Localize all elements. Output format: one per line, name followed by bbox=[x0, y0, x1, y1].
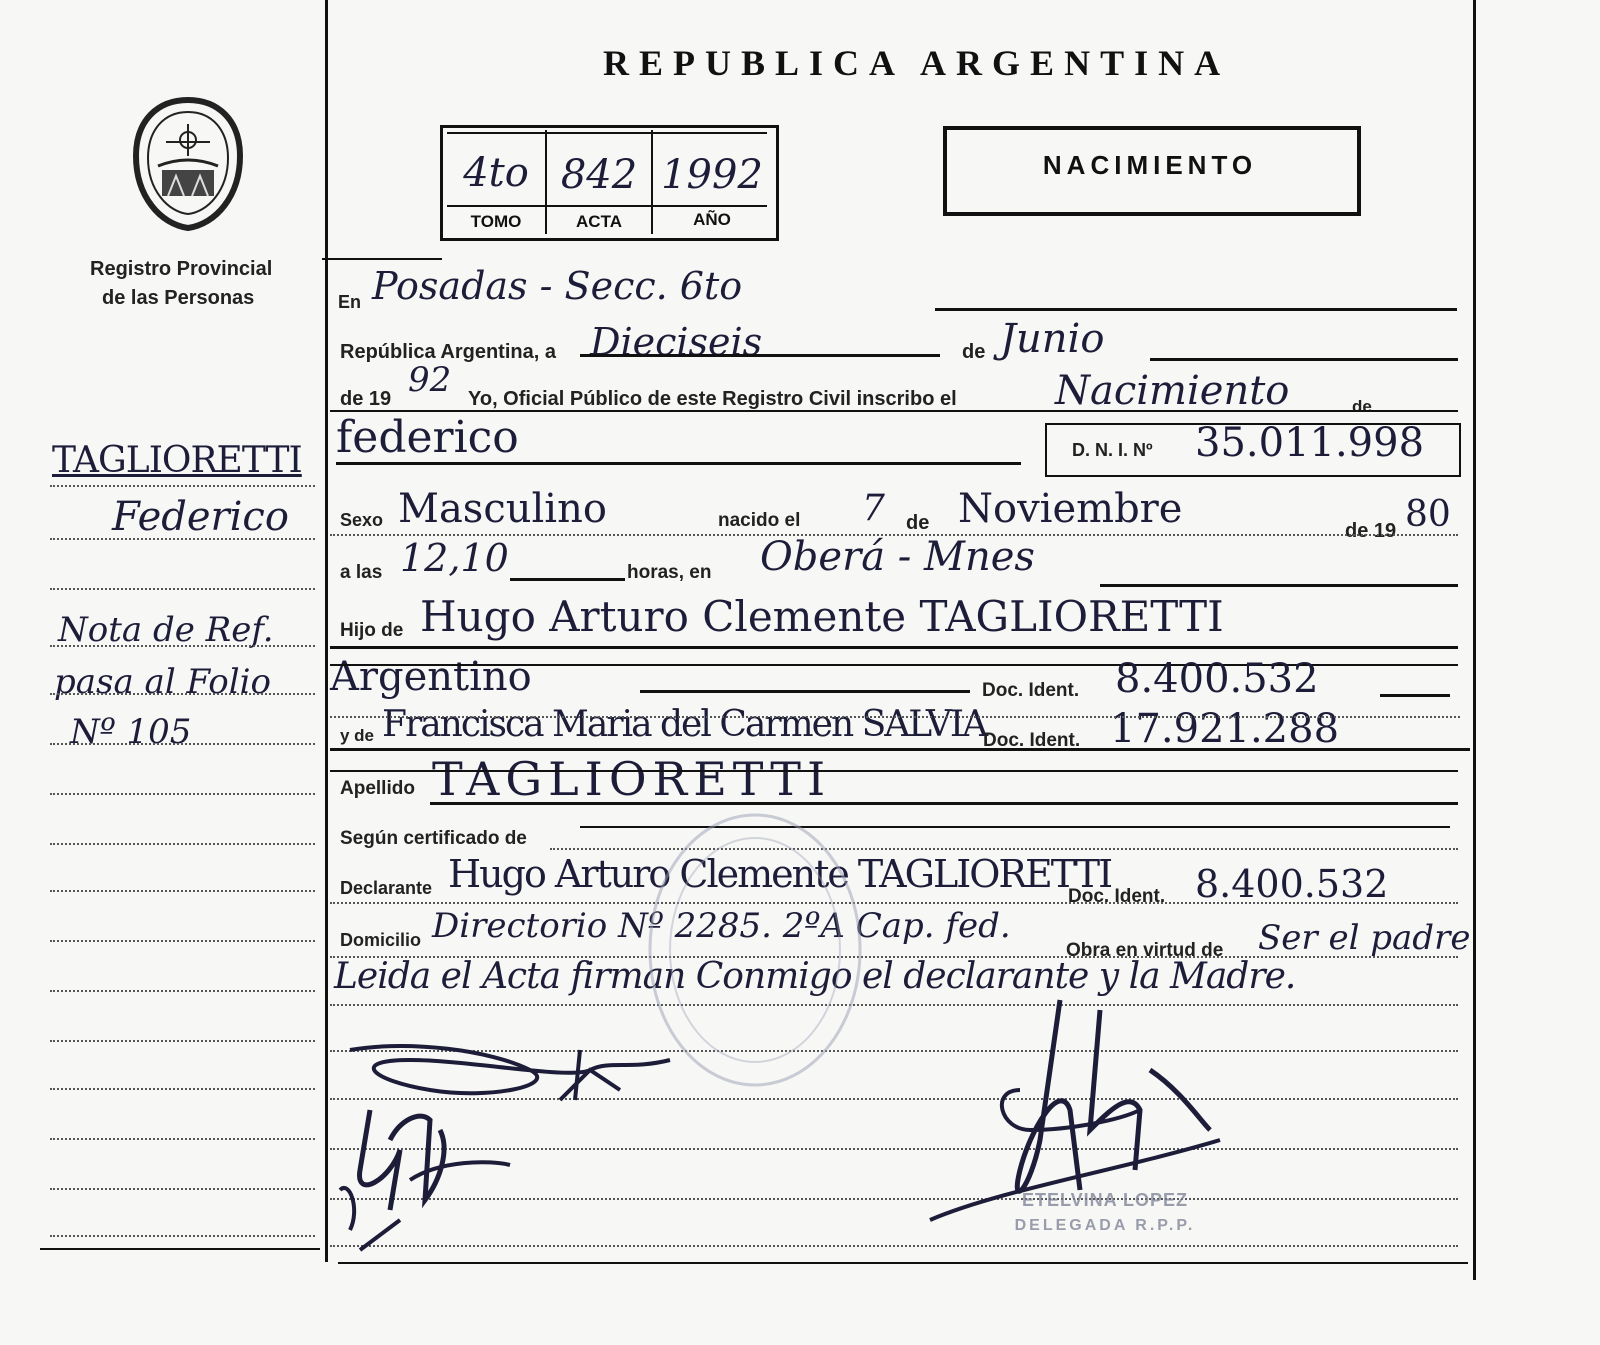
acta-label: ACTA bbox=[576, 212, 622, 231]
margin-line bbox=[50, 693, 315, 695]
field-line bbox=[330, 646, 1458, 649]
field-line bbox=[430, 802, 1458, 805]
label-dni: D. N. I. Nº bbox=[1072, 440, 1153, 460]
field-line bbox=[640, 690, 970, 693]
label-oficial: Yo, Oficial Público de este Registro Civil inscribo el bbox=[468, 388, 957, 410]
label-segun: Según certificado de bbox=[340, 828, 527, 849]
label-en: En bbox=[338, 292, 362, 312]
label-republica: República Argentina, a bbox=[340, 341, 556, 363]
field-line bbox=[330, 1004, 1458, 1006]
label-doc-declarant: Doc. Ident. bbox=[1068, 886, 1166, 907]
registry-name-line1: Registro Provincial bbox=[90, 258, 273, 280]
label-alas: a las bbox=[340, 562, 383, 583]
label-horas: horas, en bbox=[627, 562, 712, 583]
acta-value: 842 bbox=[560, 152, 638, 198]
margin-line bbox=[50, 1235, 315, 1237]
margin-line bbox=[50, 890, 315, 892]
delegate-stamp bbox=[985, 1190, 1225, 1235]
field-line bbox=[330, 748, 1470, 751]
value-father: Hugo Arturo Clemente TAGLIORETTI bbox=[420, 592, 1224, 641]
field-line bbox=[1150, 358, 1458, 361]
field-line bbox=[935, 308, 1457, 311]
field-line bbox=[510, 578, 625, 581]
label-hijo: Hijo de bbox=[340, 620, 404, 641]
left-bottom-rule bbox=[40, 1248, 320, 1250]
value-month: Junio bbox=[1000, 316, 1105, 362]
value-closing-statement: Leida el Acta firman Conmigo el declarante y la Madre. bbox=[334, 956, 1296, 997]
official-signature bbox=[330, 1090, 560, 1260]
label-doc-father: Doc. Ident. bbox=[982, 680, 1080, 701]
value-address: Directorio Nº 2285. 2ºA Cap. fed. bbox=[432, 906, 1011, 946]
value-birth-year: 80 bbox=[1405, 494, 1451, 535]
value-mother: Francisca Maria del Carmen SALVIA bbox=[382, 704, 987, 745]
main-bottom-rule bbox=[338, 1262, 1468, 1264]
record-box-caption-rule bbox=[447, 205, 767, 207]
registry-name-line2: de las Personas bbox=[102, 287, 255, 309]
value-day: Dieciseis bbox=[590, 320, 763, 364]
margin-line bbox=[50, 843, 315, 845]
tomo-label: TOMO bbox=[470, 212, 522, 231]
stamp-line-2: DELEGADA R.P.P. bbox=[1014, 1217, 1196, 1234]
label-de-month-birth: de bbox=[906, 512, 930, 534]
margin-line bbox=[50, 588, 315, 590]
label-nacido: nacido el bbox=[718, 510, 801, 531]
country-title: REPUBLICA ARGENTINA bbox=[603, 43, 1231, 83]
field-line bbox=[580, 354, 940, 357]
field-line bbox=[322, 258, 442, 260]
field-line bbox=[330, 902, 1458, 904]
value-sex: Masculino bbox=[398, 486, 607, 532]
margin-note-line2: pasa al Folio bbox=[54, 662, 271, 702]
label-doc-mother: Doc. Ident. bbox=[983, 730, 1081, 751]
record-box-inner-top bbox=[447, 132, 767, 134]
field-line bbox=[330, 716, 1460, 718]
label-de-small: de bbox=[1352, 397, 1372, 416]
margin-line bbox=[50, 940, 315, 942]
value-hour: 12,10 bbox=[400, 536, 509, 580]
value-father-nationality: Argentino bbox=[330, 654, 532, 700]
value-year: 92 bbox=[408, 360, 452, 400]
record-type-label: NACIMIENTO bbox=[1042, 150, 1258, 180]
field-line bbox=[336, 462, 1021, 465]
province-emblem bbox=[128, 96, 248, 232]
right-border bbox=[1473, 0, 1476, 1280]
label-apellido: Apellido bbox=[340, 778, 415, 799]
margin-line bbox=[50, 1088, 315, 1090]
margin-line bbox=[50, 1138, 315, 1140]
margin-line bbox=[50, 743, 315, 745]
left-column-divider bbox=[325, 0, 328, 1262]
label-de-19: de 19 bbox=[340, 388, 392, 410]
value-birth-month: Noviembre bbox=[958, 486, 1183, 532]
margin-line bbox=[50, 645, 315, 647]
margin-line bbox=[50, 990, 315, 992]
margin-line bbox=[50, 1188, 315, 1190]
label-declarante: Declarante bbox=[340, 878, 433, 898]
stamp-line-1: ETELVINA LOPEZ bbox=[1021, 1190, 1188, 1210]
field-line bbox=[1380, 694, 1450, 697]
value-dni: 35.011.998 bbox=[1195, 420, 1425, 466]
margin-line bbox=[50, 485, 315, 487]
value-surname: TAGLIORETTI bbox=[432, 752, 832, 806]
value-declarant: Hugo Arturo Clemente TAGLIORETTI bbox=[448, 852, 1112, 896]
tomo-value: 4to bbox=[463, 150, 529, 196]
field-line bbox=[330, 770, 1458, 772]
label-domicilio: Domicilio bbox=[340, 930, 422, 950]
value-birth-day: 7 bbox=[862, 488, 885, 529]
value-reason: Ser el padre bbox=[1258, 918, 1471, 958]
margin-line bbox=[50, 538, 315, 540]
label-sexo: Sexo bbox=[340, 510, 384, 530]
label-de-19-birth: de 19 bbox=[1345, 520, 1397, 542]
label-obra: Obra en virtud de bbox=[1066, 940, 1224, 961]
value-event: Nacimiento bbox=[1055, 368, 1290, 414]
margin-note-line3: Nº 105 bbox=[70, 712, 192, 752]
margin-line bbox=[50, 793, 315, 795]
value-father-doc: 8.400.532 bbox=[1115, 656, 1319, 702]
field-line bbox=[1100, 584, 1458, 587]
margin-line bbox=[50, 1040, 315, 1042]
label-de-month: de bbox=[962, 341, 986, 363]
value-name: federico bbox=[336, 412, 519, 463]
value-declarant-doc: 8.400.532 bbox=[1195, 862, 1389, 906]
anio-label: AÑO bbox=[693, 210, 731, 229]
anio-value: 1992 bbox=[661, 152, 763, 198]
value-birth-place: Oberá - Mnes bbox=[760, 534, 1035, 580]
value-place: Posadas - Secc. 6to bbox=[372, 264, 743, 308]
label-y-de: y de bbox=[340, 726, 375, 745]
margin-surname: TAGLIORETTI bbox=[52, 440, 302, 481]
margin-given-name: Federico bbox=[112, 494, 289, 540]
value-mother-doc: 17.921.288 bbox=[1110, 706, 1340, 752]
margin-note-line1: Nota de Ref. bbox=[58, 610, 274, 650]
